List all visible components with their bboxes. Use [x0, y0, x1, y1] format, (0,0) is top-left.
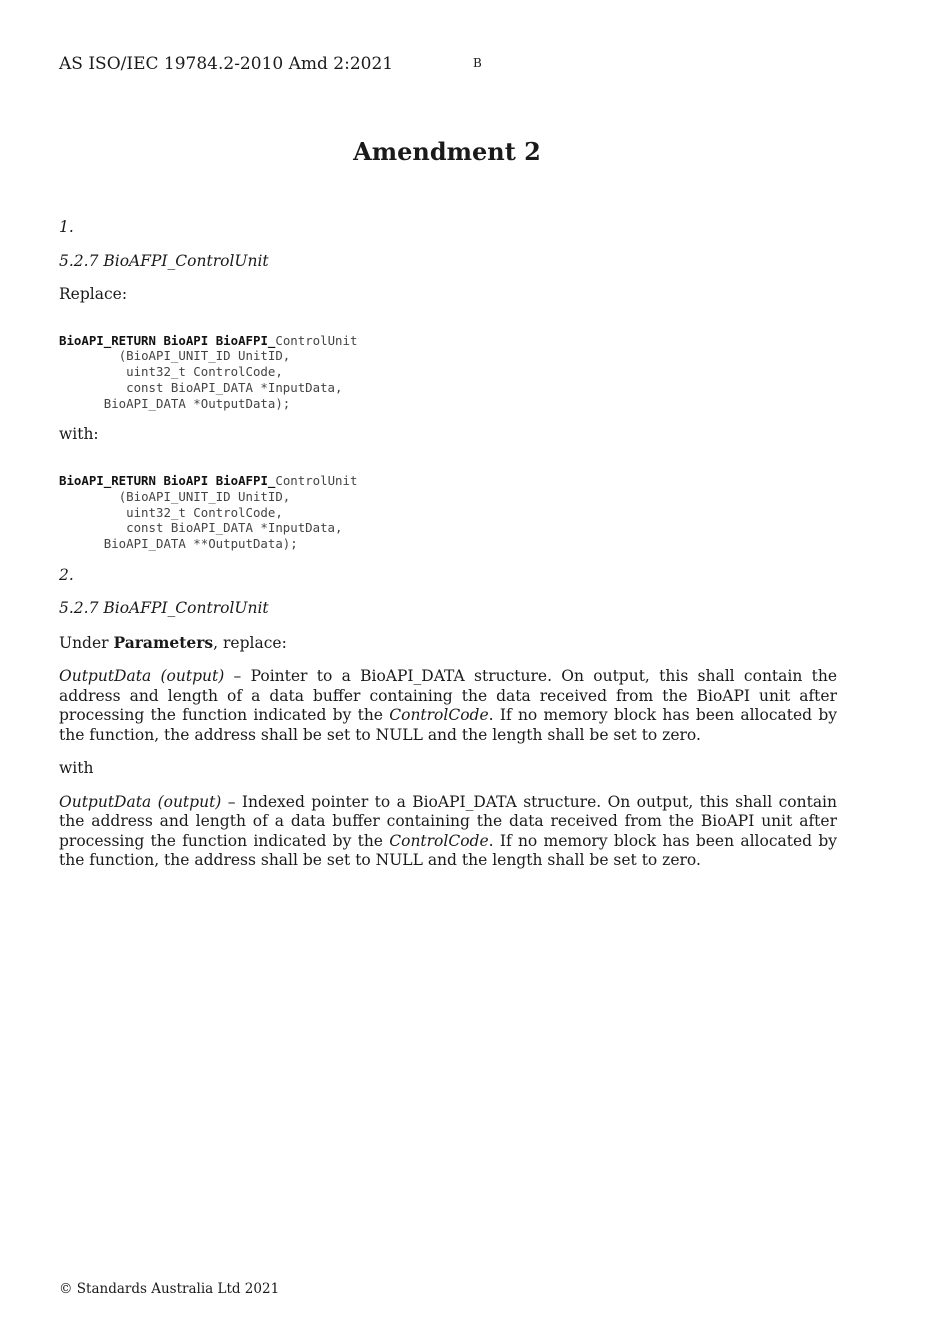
instruction-suffix: , replace:	[213, 633, 287, 652]
code-function-prefix: BioAFPI_	[215, 472, 276, 488]
under-parameters-instruction	[59, 633, 837, 654]
item-number: 1.	[59, 218, 74, 236]
item-number: 2.	[59, 565, 74, 584]
code-return-type: BioAPI_RETURN	[59, 472, 156, 488]
with-instruction: with:	[59, 425, 99, 444]
parameter-term: OutputData (output)	[59, 792, 222, 811]
code-function-prefix: BioAFPI_	[215, 332, 276, 348]
code-return-type: BioAPI_RETURN	[59, 332, 156, 348]
code-param-line: const BioAPI_DATA *InputData,	[126, 379, 343, 395]
copyright-footer: © Standards Australia Ltd 2021	[59, 1281, 280, 1297]
parameter-reference: ControlCode	[389, 706, 489, 725]
code-param-line: (BioAPI_UNIT_ID UnitID,	[118, 488, 291, 504]
page-title: Amendment 2	[353, 137, 541, 166]
new-parameter-description	[59, 793, 837, 871]
parameter-text: – Pointer to a BioAPI_DATA structure. On output, this shall contain the address and length of a data buffer containing the data received from the BioAPI unit after processing the function indicated by the	[59, 667, 838, 725]
clause-reference: 5.2.7 BioAFPI_ControlUnit	[59, 599, 269, 618]
code-param-line: uint32_t ControlCode,	[126, 504, 283, 520]
code-function-name: ControlUnit	[275, 332, 358, 348]
standard-identifier: AS ISO/IEC 19784.2-2010 Amd 2:2021	[59, 54, 394, 74]
clause-reference: 5.2.7 BioAFPI_ControlUnit	[59, 251, 269, 270]
amendment-body	[59, 218, 837, 885]
new-code-block	[59, 473, 837, 552]
code-calling-convention: BioAPI	[163, 472, 209, 488]
old-code-block	[59, 333, 837, 412]
with-instruction: with	[59, 759, 94, 778]
instruction-prefix: Under	[59, 633, 114, 652]
code-param-line: uint32_t ControlCode,	[126, 364, 283, 380]
code-calling-convention: BioAPI	[163, 332, 209, 348]
parameter-term: OutputData (output)	[59, 667, 225, 686]
parameters-label: Parameters	[113, 632, 214, 652]
replace-instruction: Replace:	[59, 285, 128, 303]
code-param-line: (BioAPI_UNIT_ID UnitID,	[118, 348, 291, 364]
code-function-name: ControlUnit	[275, 472, 358, 488]
parameter-text: – Indexed pointer to a BioAPI_DATA structure. On output, this shall contain the address and length of a data buffer containing the data received from the BioAPI unit after processing the function indicated by the	[59, 792, 837, 850]
old-parameter-description	[59, 667, 837, 745]
page-marker: B	[473, 56, 482, 70]
code-param-line: BioAPI_DATA **OutputData);	[103, 536, 298, 552]
code-param-line: const BioAPI_DATA *InputData,	[126, 520, 343, 536]
parameter-reference: ControlCode	[389, 831, 489, 850]
code-param-line: BioAPI_DATA *OutputData);	[103, 395, 291, 411]
parameter-text: . If no memory block has been allocated by the function, the address shall be set to NULL and the length shall be set to zero.	[59, 706, 838, 744]
parameter-text: . If no memory block has been allocated by the function, the address shall be set to NULL and the length shall be set to zero.	[59, 831, 838, 870]
